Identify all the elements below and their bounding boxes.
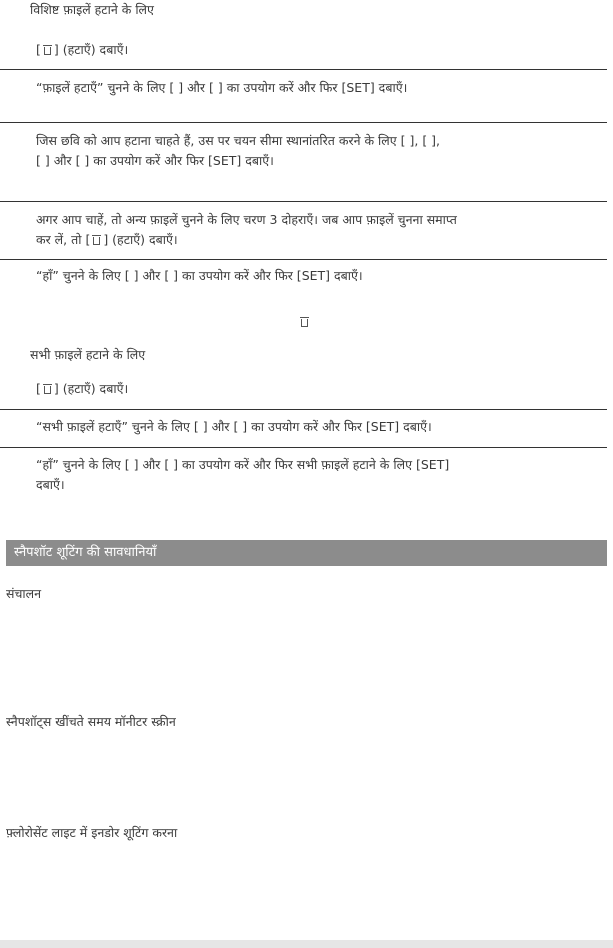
all-step-1 <box>36 379 128 399</box>
subheading-fluorescent-light: फ़्लोरोसेंट लाइट में इनडोर शूटिंग करना <box>6 825 178 840</box>
divider <box>0 69 607 70</box>
divider <box>0 409 607 410</box>
trash-icon <box>43 44 52 55</box>
trash-icon <box>300 316 309 327</box>
section-heading-delete-specific: विशिष्ट फ़ाइलें हटाने के लिए <box>30 2 154 17</box>
specific-step-2: “फ़ाइलें हटाएँ” चुनने के लिए [ ] और [ ] का उपयोग करें और फिर [SET] दबाएँ। <box>36 80 408 95</box>
divider <box>0 122 607 123</box>
step-text: ] (हटाएँ) दबाएँ। <box>53 381 129 396</box>
step-text: [ <box>36 381 41 396</box>
step-text: ] (हटाएँ) दबाएँ। <box>103 232 178 247</box>
subheading-operation: संचालन <box>6 586 42 601</box>
specific-step-1 <box>36 40 128 60</box>
trash-icon <box>92 234 101 245</box>
divider <box>0 201 607 202</box>
page-footer-bar <box>0 940 613 948</box>
specific-step-3-line-1: जिस छवि को आप हटाना चाहते हैं, उस पर चयन सीमा स्थानांतरित करने के लिए [ ], [ ], <box>36 133 441 148</box>
specific-step-4-line-1: अगर आप चाहें, तो अन्य फ़ाइलें चुनने के लिए चरण 3 दोहराएँ। जब आप फ़ाइलें चुनना समाप्त <box>36 212 457 227</box>
all-step-3-line-1: “हाँ” चुनने के लिए [ ] और [ ] का उपयोग करें और फिर सभी फ़ाइलें हटाने के लिए [SET] <box>36 457 450 472</box>
specific-step-5: “हाँ” चुनने के लिए [ ] और [ ] का उपयोग करें और फिर [SET] दबाएँ। <box>36 268 363 283</box>
trash-icon-note <box>298 312 311 332</box>
all-step-3-line-2: दबाएँ। <box>36 477 65 492</box>
step-text: ] (हटाएँ) दबाएँ। <box>53 42 129 57</box>
step-text: कर लें, तो [ <box>36 232 91 247</box>
step-text: [ <box>36 42 41 57</box>
trash-icon <box>43 383 52 394</box>
divider <box>0 259 607 260</box>
subheading-monitor-screen: स्नैपशॉट्स खींचते समय मॉनीटर स्क्रीन <box>6 714 176 729</box>
divider <box>0 447 607 448</box>
all-step-2: “सभी फ़ाइलें हटाएँ” चुनने के लिए [ ] और [ ] का उपयोग करें और फिर [SET] दबाएँ। <box>36 419 432 434</box>
specific-step-3-line-2: [ ] और [ ] का उपयोग करें और फिर [SET] दबाएँ। <box>36 153 274 168</box>
section-title-bar: स्नैपशॉट शूटिंग की सावधानियाँ <box>6 540 607 566</box>
section-heading-delete-all: सभी फ़ाइलें हटाने के लिए <box>30 347 146 362</box>
specific-step-4-line-2 <box>36 230 178 250</box>
